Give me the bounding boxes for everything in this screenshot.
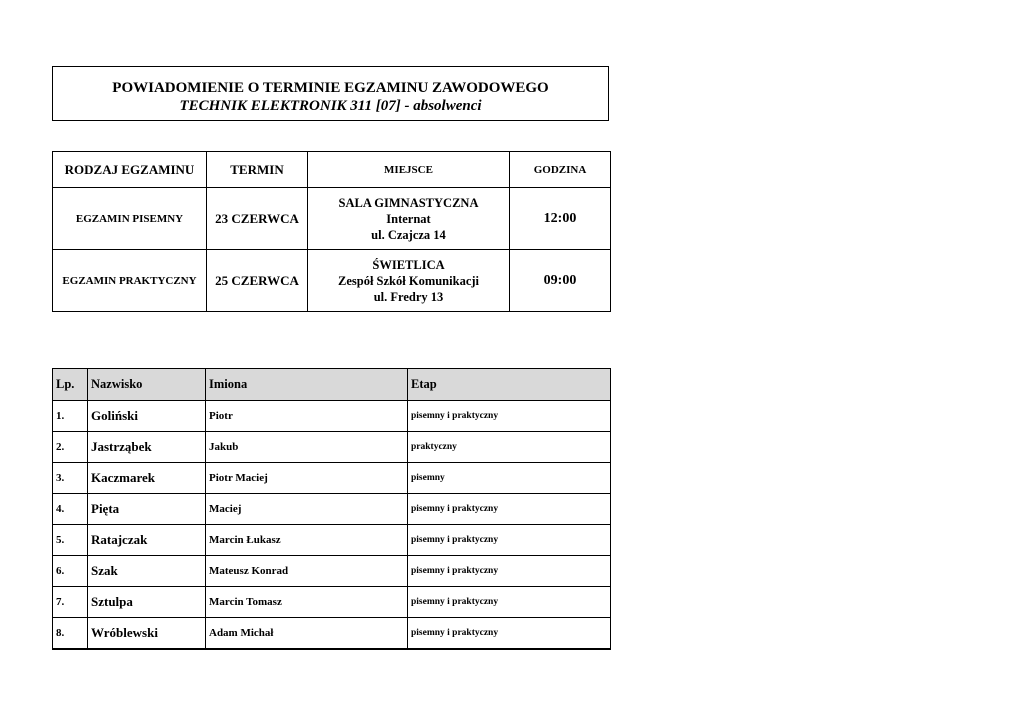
student-names: Jakub (206, 432, 408, 463)
student-lp: 3. (53, 463, 88, 494)
exam-header-hour: GODZINA (510, 152, 611, 188)
table-row (53, 463, 611, 494)
student-lp: 5. (53, 525, 88, 556)
students-table (52, 368, 611, 650)
student-names: Maciej (206, 494, 408, 525)
student-stage: pisemny i praktyczny (408, 401, 611, 432)
student-names: Marcin Łukasz (206, 525, 408, 556)
students-table-header-row (53, 369, 611, 401)
student-stage: pisemny i praktyczny (408, 556, 611, 587)
student-surname: Szak (88, 556, 206, 587)
exam-place-line: ŚWIETLICA (372, 257, 445, 272)
student-stage: pisemny i praktyczny (408, 494, 611, 525)
exam-place-line: Zespół Szkół Komunikacji (338, 273, 479, 288)
student-lp: 6. (53, 556, 88, 587)
student-surname: Kaczmarek (88, 463, 206, 494)
students-header-names: Imiona (206, 369, 408, 401)
student-names: Piotr Maciej (206, 463, 408, 494)
exam-place (308, 250, 510, 312)
students-header-surname: Nazwisko (88, 369, 206, 401)
exam-hour: 09:00 (510, 250, 611, 312)
student-names: Adam Michał (206, 618, 408, 649)
table-row (53, 618, 611, 649)
student-surname: Jastrząbek (88, 432, 206, 463)
student-lp: 2. (53, 432, 88, 463)
exam-schedule-table (52, 151, 611, 312)
exam-row-practical (53, 250, 611, 312)
student-names: Marcin Tomasz (206, 587, 408, 618)
student-lp: 7. (53, 587, 88, 618)
exam-date: 23 CZERWCA (207, 188, 308, 250)
student-stage: pisemny (408, 463, 611, 494)
exam-header-type: RODZAJ EGZAMINU (53, 152, 207, 188)
student-surname: Pięta (88, 494, 206, 525)
table-row (53, 525, 611, 556)
student-surname: Wróblewski (88, 618, 206, 649)
exam-place-line: Internat (386, 211, 431, 226)
table-row (53, 494, 611, 525)
student-lp: 4. (53, 494, 88, 525)
student-stage: pisemny i praktyczny (408, 587, 611, 618)
table-row (53, 587, 611, 618)
students-header-lp: Lp. (53, 369, 88, 401)
exam-table-header-row (53, 152, 611, 188)
exam-date: 25 CZERWCA (207, 250, 308, 312)
student-lp: 1. (53, 401, 88, 432)
student-names: Mateusz Konrad (206, 556, 408, 587)
student-names: Piotr (206, 401, 408, 432)
notice-title: POWIADOMIENIE O TERMINIE EGZAMINU ZAWODOWEGO (112, 80, 549, 96)
exam-type: EGZAMIN PRAKTYCZNY (53, 250, 207, 312)
student-lp: 8. (53, 618, 88, 649)
table-row (53, 556, 611, 587)
exam-hour: 12:00 (510, 188, 611, 250)
student-surname: Ratajczak (88, 525, 206, 556)
student-stage: pisemny i praktyczny (408, 525, 611, 556)
exam-row-written (53, 188, 611, 250)
student-stage: praktyczny (408, 432, 611, 463)
exam-header-date: TERMIN (207, 152, 308, 188)
exam-place (308, 188, 510, 250)
student-surname: Sztulpa (88, 587, 206, 618)
notice-header (52, 66, 609, 121)
student-stage: pisemny i praktyczny (408, 618, 611, 649)
exam-place-line: ul. Czajcza 14 (371, 227, 446, 242)
exam-header-place: MIEJSCE (308, 152, 510, 188)
exam-type: EGZAMIN PISEMNY (53, 188, 207, 250)
students-header-stage: Etap (408, 369, 611, 401)
notice-subtitle: TECHNIK ELEKTRONIK 311 [07] - absolwenci (179, 98, 482, 114)
exam-place-line: SALA GIMNASTYCZNA (338, 195, 479, 210)
student-surname: Goliński (88, 401, 206, 432)
exam-place-line: ul. Fredry 13 (373, 289, 444, 304)
table-row (53, 432, 611, 463)
table-row (53, 401, 611, 432)
